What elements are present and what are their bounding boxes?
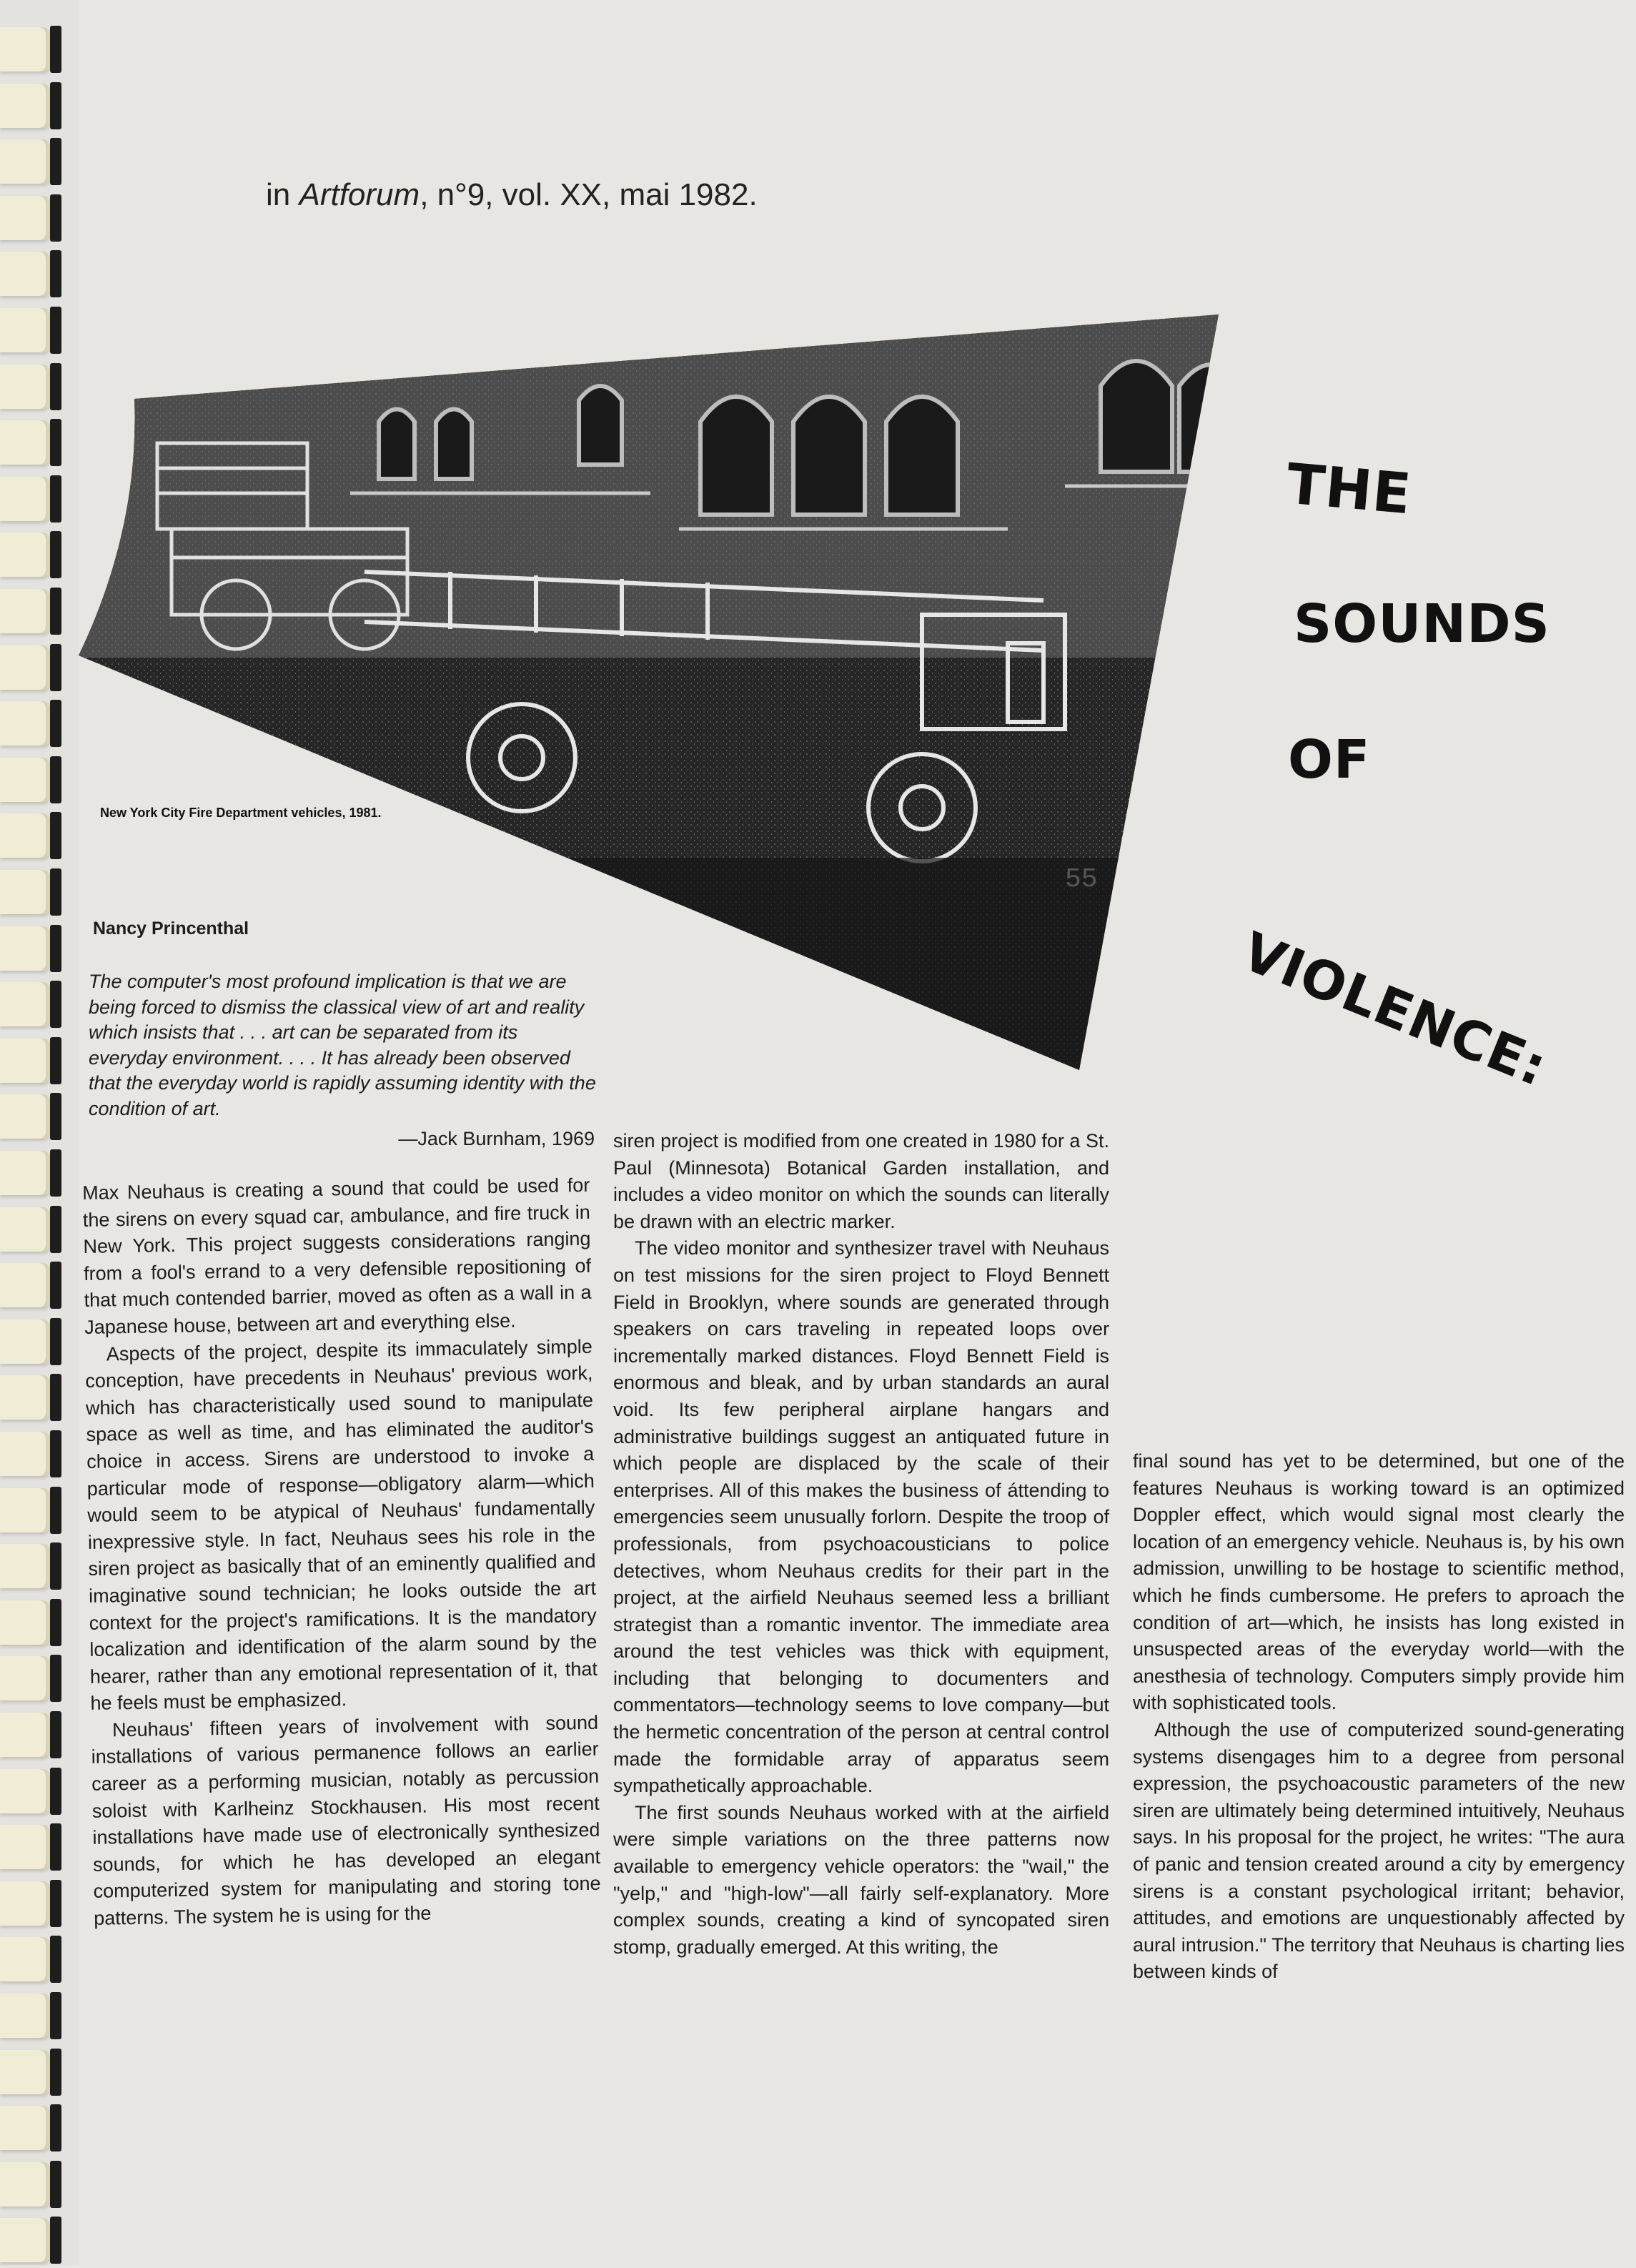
paragraph: Neuhaus' fifteen years of involvement with sound installations of various permanence follows an earlier career as a performing musician, notably as percussion soloist with Karlheinz Stockhausen. His most recent installations have made use of electronically synthesized sounds, for which he has developed an elegant computerized system for manipulating and storing tone patterns. The system he is using for the xyxy=(91,1711,601,1929)
binding-coil xyxy=(0,2212,61,2268)
photo-caption: New York City Fire Department vehicles, 1981. xyxy=(100,806,382,820)
binding-coil xyxy=(0,21,61,77)
paragraph: final sound has yet to be determined, but one of the features Neuhaus is working toward is an optimized Doppler effect, which would signal most clearly the location of an emergency vehicle. Neuhaus is, by his own admission, unwilling to be hostage to scientific method, which he finds cumbersome. He prefers to aproach the condition of art—which, he insists has long existed in unsuspected areas of the everyday world—with the anesthesia of technology. Computers simply provide him with sophisticated tools. xyxy=(1133,1450,1625,1714)
binding-coil xyxy=(0,246,61,302)
paragraph: The first sounds Neuhaus worked with at the airfield were simple variations on the three patterns now available to emergency vehicle operators: the "wail," the "yelp," and "high-low"—all fairly self-explanatory. More complex sounds, creating a kind of syncopated siren stomp, gradually emerged. At this writing, the xyxy=(613,1801,1109,1958)
body-column-1 xyxy=(82,1172,601,1933)
title-line-3: OF xyxy=(1288,729,1371,791)
binding-coil xyxy=(0,1257,61,1313)
binding-coil xyxy=(0,302,61,358)
binding-coil xyxy=(0,2100,61,2156)
author-name: Nancy Princenthal xyxy=(93,918,249,939)
binding-coil xyxy=(0,1876,61,1931)
title-line-1: THE xyxy=(1284,452,1414,528)
binding-coil xyxy=(0,1538,61,1594)
binding-coil xyxy=(0,1426,61,1482)
binding-coil xyxy=(0,1707,61,1763)
binding-coil xyxy=(0,2044,61,2100)
binding-coil xyxy=(0,190,61,246)
binding-coil xyxy=(0,359,61,415)
binding-coil xyxy=(0,1033,61,1089)
binding-coil xyxy=(0,415,61,470)
binding-coil xyxy=(0,921,61,976)
body-column-2 xyxy=(613,1128,1109,1961)
binding-coil xyxy=(0,1145,61,1201)
binding-coil xyxy=(0,1089,61,1144)
paragraph: Max Neuhaus is creating a sound that could be used for the sirens on every squad car, ambulance, and fire truck in New York. This project suggests considerations ranging from a fool's errand to a very defensible repositioning of that much contended barrier, moved as often as a wall in a Japanese house, between art and everything else. xyxy=(82,1174,592,1338)
binding-coil xyxy=(0,976,61,1032)
source-line: in Artforum, n°9, vol. XX, mai 1982. xyxy=(266,177,758,212)
binding-coil xyxy=(0,1482,61,1538)
epigraph-attribution: —Jack Burnham, 1969 xyxy=(398,1128,595,1149)
binding-coil xyxy=(0,1202,61,1257)
binding-coil xyxy=(0,864,61,920)
paragraph: siren project is modified from one created in 1980 for a St. Paul (Minnesota) Botanical Garden installation, and includes a video monitor on which the sounds can literally be drawn with an electric marker. xyxy=(613,1130,1109,1232)
binding-coil xyxy=(0,1819,61,1875)
binding-coil xyxy=(0,1650,61,1706)
binding-coil xyxy=(0,1595,61,1650)
binding-coil xyxy=(0,2156,61,2212)
binding-coil xyxy=(0,1931,61,1987)
binding-coil xyxy=(0,752,61,808)
binding-coil xyxy=(0,583,61,639)
title-line-2: SOUNDS xyxy=(1294,593,1550,655)
binding-coil xyxy=(0,134,61,189)
binding-coil xyxy=(0,640,61,695)
binding-coil xyxy=(0,471,61,527)
binding-coil xyxy=(0,1988,61,2044)
paragraph: Although the use of computerized sound-generating systems disengages him to a degree from personal expression, the psychoacoustic parameters of the new siren are ultimately being determined intuitively, Neuhaus says. In his proposal for the project, he writes: "The aura of panic and tension created around a city by emergency sirens is a constant psychological irritant; behavior, attitudes, and emotions are unquestionably affected by aural intrusion." The territory that Neuhaus is charting lies between kinds of xyxy=(1133,1718,1625,1983)
binding-coil xyxy=(0,78,61,134)
binding-coil xyxy=(0,527,61,583)
paragraph: The video monitor and synthesizer travel with Neuhaus on test missions for the siren project to Floyd Bennett Field in Brooklyn, where sounds are generated through speakers on cars traveling in repeated loops over incrementally marked distances. Floyd Bennett Field is enormous and bleak, and by urban standards an aural void. Its few peripheral airplane hangars and administrative buildings suggest an antiquated future in which people are displaced by the scale of their enterprises. All of this makes the business of áttending to emergencies seem unusually forlorn. Despite the troop of professionals, from psychoacousticians to police detectives, whom Neuhaus credits for their part in the project, at the airfield Neuhaus seemed less a brilliant strategist than a romantic inventor. The immediate area around the test vehicles was thick with equipment, including that belonging to documenters and commentators—technology seems to love company—but the hermetic concentration of the person at central control made the formidable array of apparatus seem sympathetically approachable. xyxy=(613,1237,1109,1797)
spiral-binding xyxy=(0,0,79,2265)
binding-coil xyxy=(0,1370,61,1425)
binding-coil xyxy=(0,695,61,751)
journal-name: Artforum xyxy=(299,177,420,212)
binding-coil xyxy=(0,808,61,863)
body-column-3 xyxy=(1133,1448,1625,1986)
binding-coil xyxy=(0,1763,61,1819)
title-line-4: VIOLENCE: xyxy=(1233,921,1556,1099)
paragraph: Aspects of the project, despite its immaculately simple conception, have precedents in Neuhaus' previous work, which has characteristically used sound to manipulate space as well as time, and has eliminated the auditor's choice in access. Sirens are understood to invoke a particular mode of response—obligatory alarm—which would seem to be atypical of Neuhaus' fundamentally inexpressive style. In fact, Neuhaus sees his role in the siren project as basically that of an eminently qualified and imaginative sound technician; he looks outside the art context for the project's ramifications. It is the mandatory localization and identification of the alarm sound by the hearer, rather than any emotional representation of it, that he feels must be emphasized. xyxy=(85,1335,598,1715)
epigraph: The computer's most profound implication is that we are being forced to dismiss the classical view of art and reality which insists that . . . art can be separated from its everyday environment. . . . It has already been observed that the everyday world is rapidly assuming identity with the condition of art. xyxy=(89,971,596,1119)
binding-coil xyxy=(0,1314,61,1370)
